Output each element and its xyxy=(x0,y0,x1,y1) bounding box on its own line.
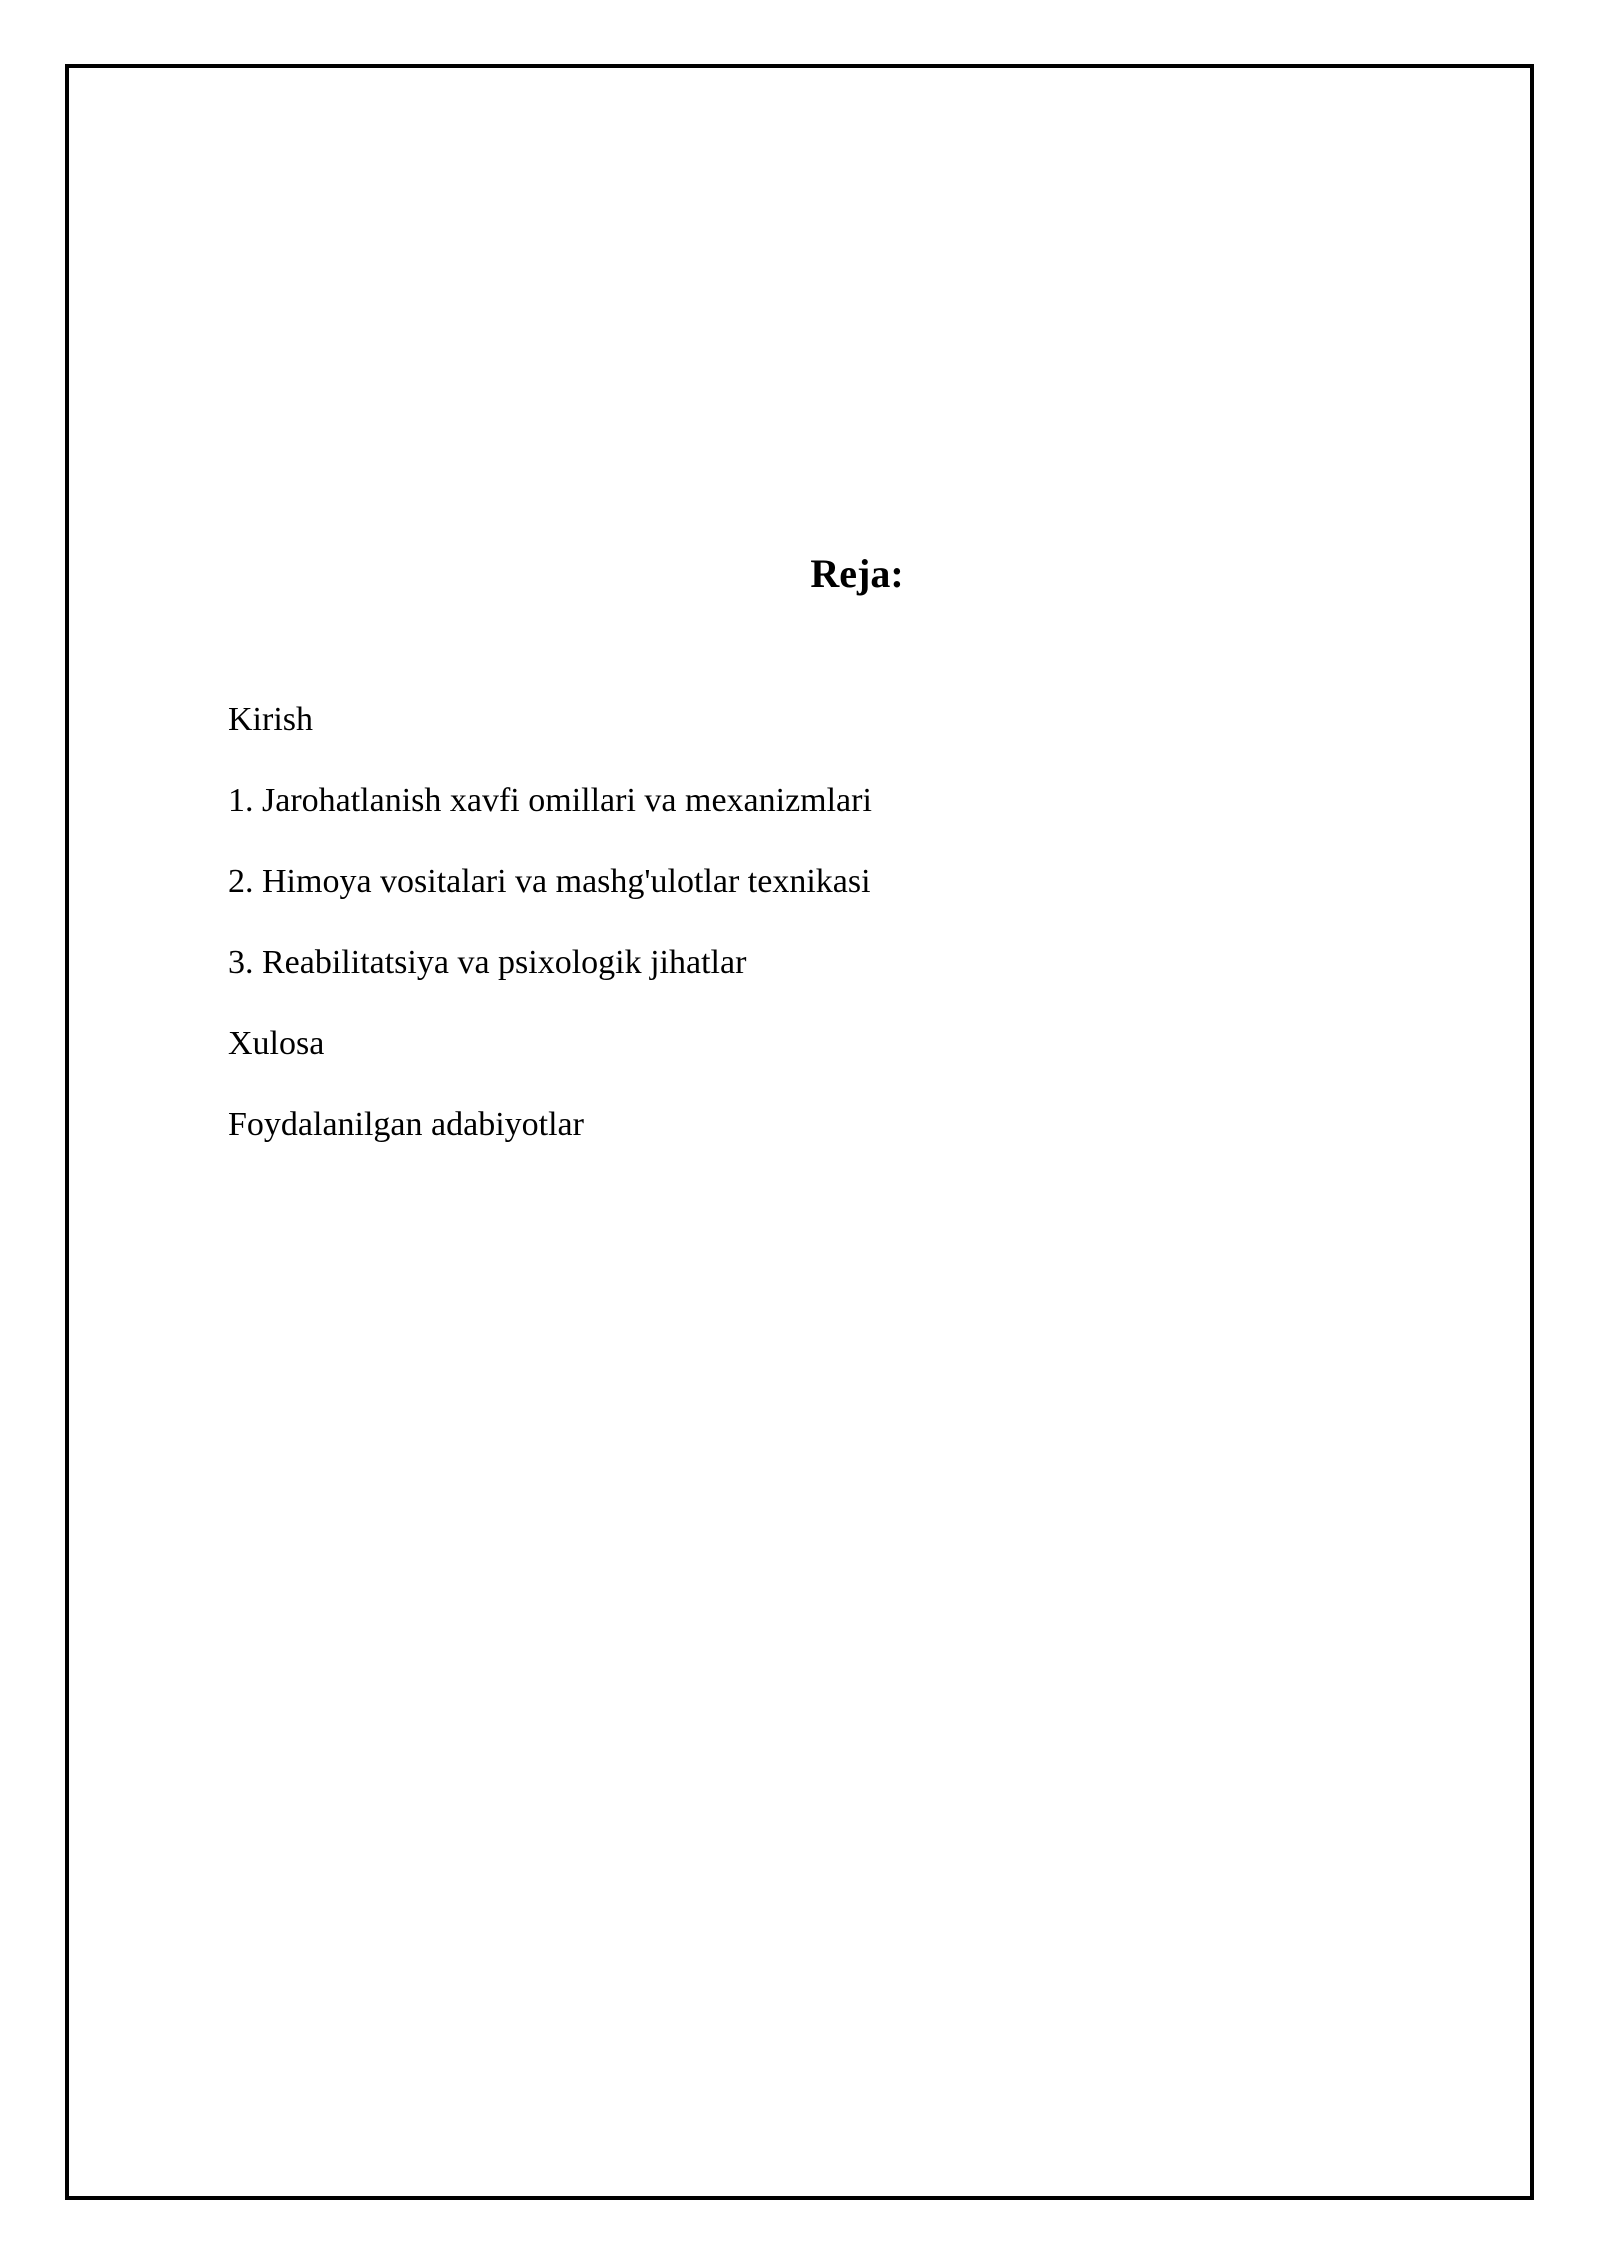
table-of-contents xyxy=(228,697,872,1183)
contents-item-references: Foydalanilgan adabiyotlar xyxy=(228,1106,584,1143)
contents-item-1: 1. Jarohatlanish xavfi omillari va mexanizmlari xyxy=(228,782,872,819)
contents-item-introduction: Kirish xyxy=(228,701,313,738)
contents-item-2: 2. Himoya vositalari va mashg'ulotlar texnikasi xyxy=(228,863,871,900)
page-title: Reja: xyxy=(810,551,904,596)
contents-item-3: 3. Reabilitatsiya va psixologik jihatlar xyxy=(228,944,747,981)
contents-item-conclusion: Xulosa xyxy=(228,1025,325,1062)
